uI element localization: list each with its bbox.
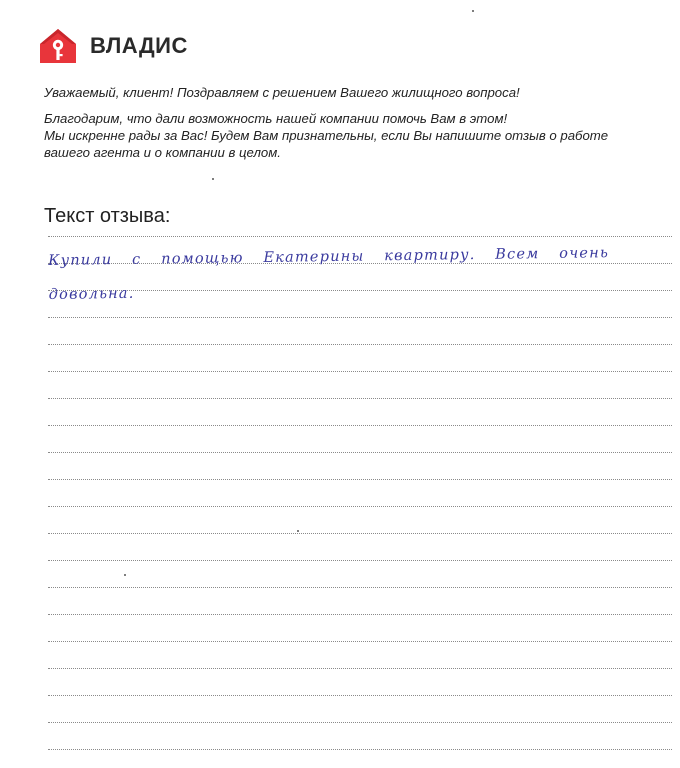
ruled-line (48, 587, 672, 588)
paper-speck (124, 574, 126, 576)
intro-text (44, 84, 654, 161)
ruled-line (48, 614, 672, 615)
handwritten-review-text: Купили с помощью Екатерины квартиру. Всем очень довольна. (48, 245, 610, 303)
review-heading: Текст отзыва: (44, 205, 171, 227)
ruled-line (48, 560, 672, 561)
brand-name: ВЛАДИС (90, 33, 188, 58)
greeting-line: Уважаемый, клиент! Поздравляем с решением Вашего жилищного вопроса! (44, 85, 520, 100)
ruled-line (48, 398, 672, 399)
intro-line-3: вашего агента и о компании в целом. (44, 145, 281, 160)
brand-logo (38, 27, 188, 65)
ruled-line (48, 722, 672, 723)
ruled-line (48, 479, 672, 480)
ruled-line (48, 317, 672, 318)
house-key-icon (38, 27, 78, 65)
ruled-line (48, 371, 672, 372)
ruled-line (48, 749, 672, 750)
intro-line-2: Мы искренне рады за Вас! Будем Вам признательны, если Вы напишите отзыв о работе (44, 128, 609, 143)
paper-speck (472, 10, 474, 12)
intro-line-1: Благодарим, что дали возможность нашей компании помочь Вам в этом! (44, 111, 508, 126)
ruled-line (48, 506, 672, 507)
ruled-line (48, 452, 672, 453)
ruled-line (48, 641, 672, 642)
ruled-line (48, 533, 672, 534)
ruled-line (48, 425, 672, 426)
ruled-line (48, 344, 672, 345)
ruled-line (48, 668, 672, 669)
ruled-writing-area (48, 236, 672, 768)
paper-speck (212, 178, 214, 180)
ruled-line (48, 695, 672, 696)
paper-speck (297, 530, 299, 532)
